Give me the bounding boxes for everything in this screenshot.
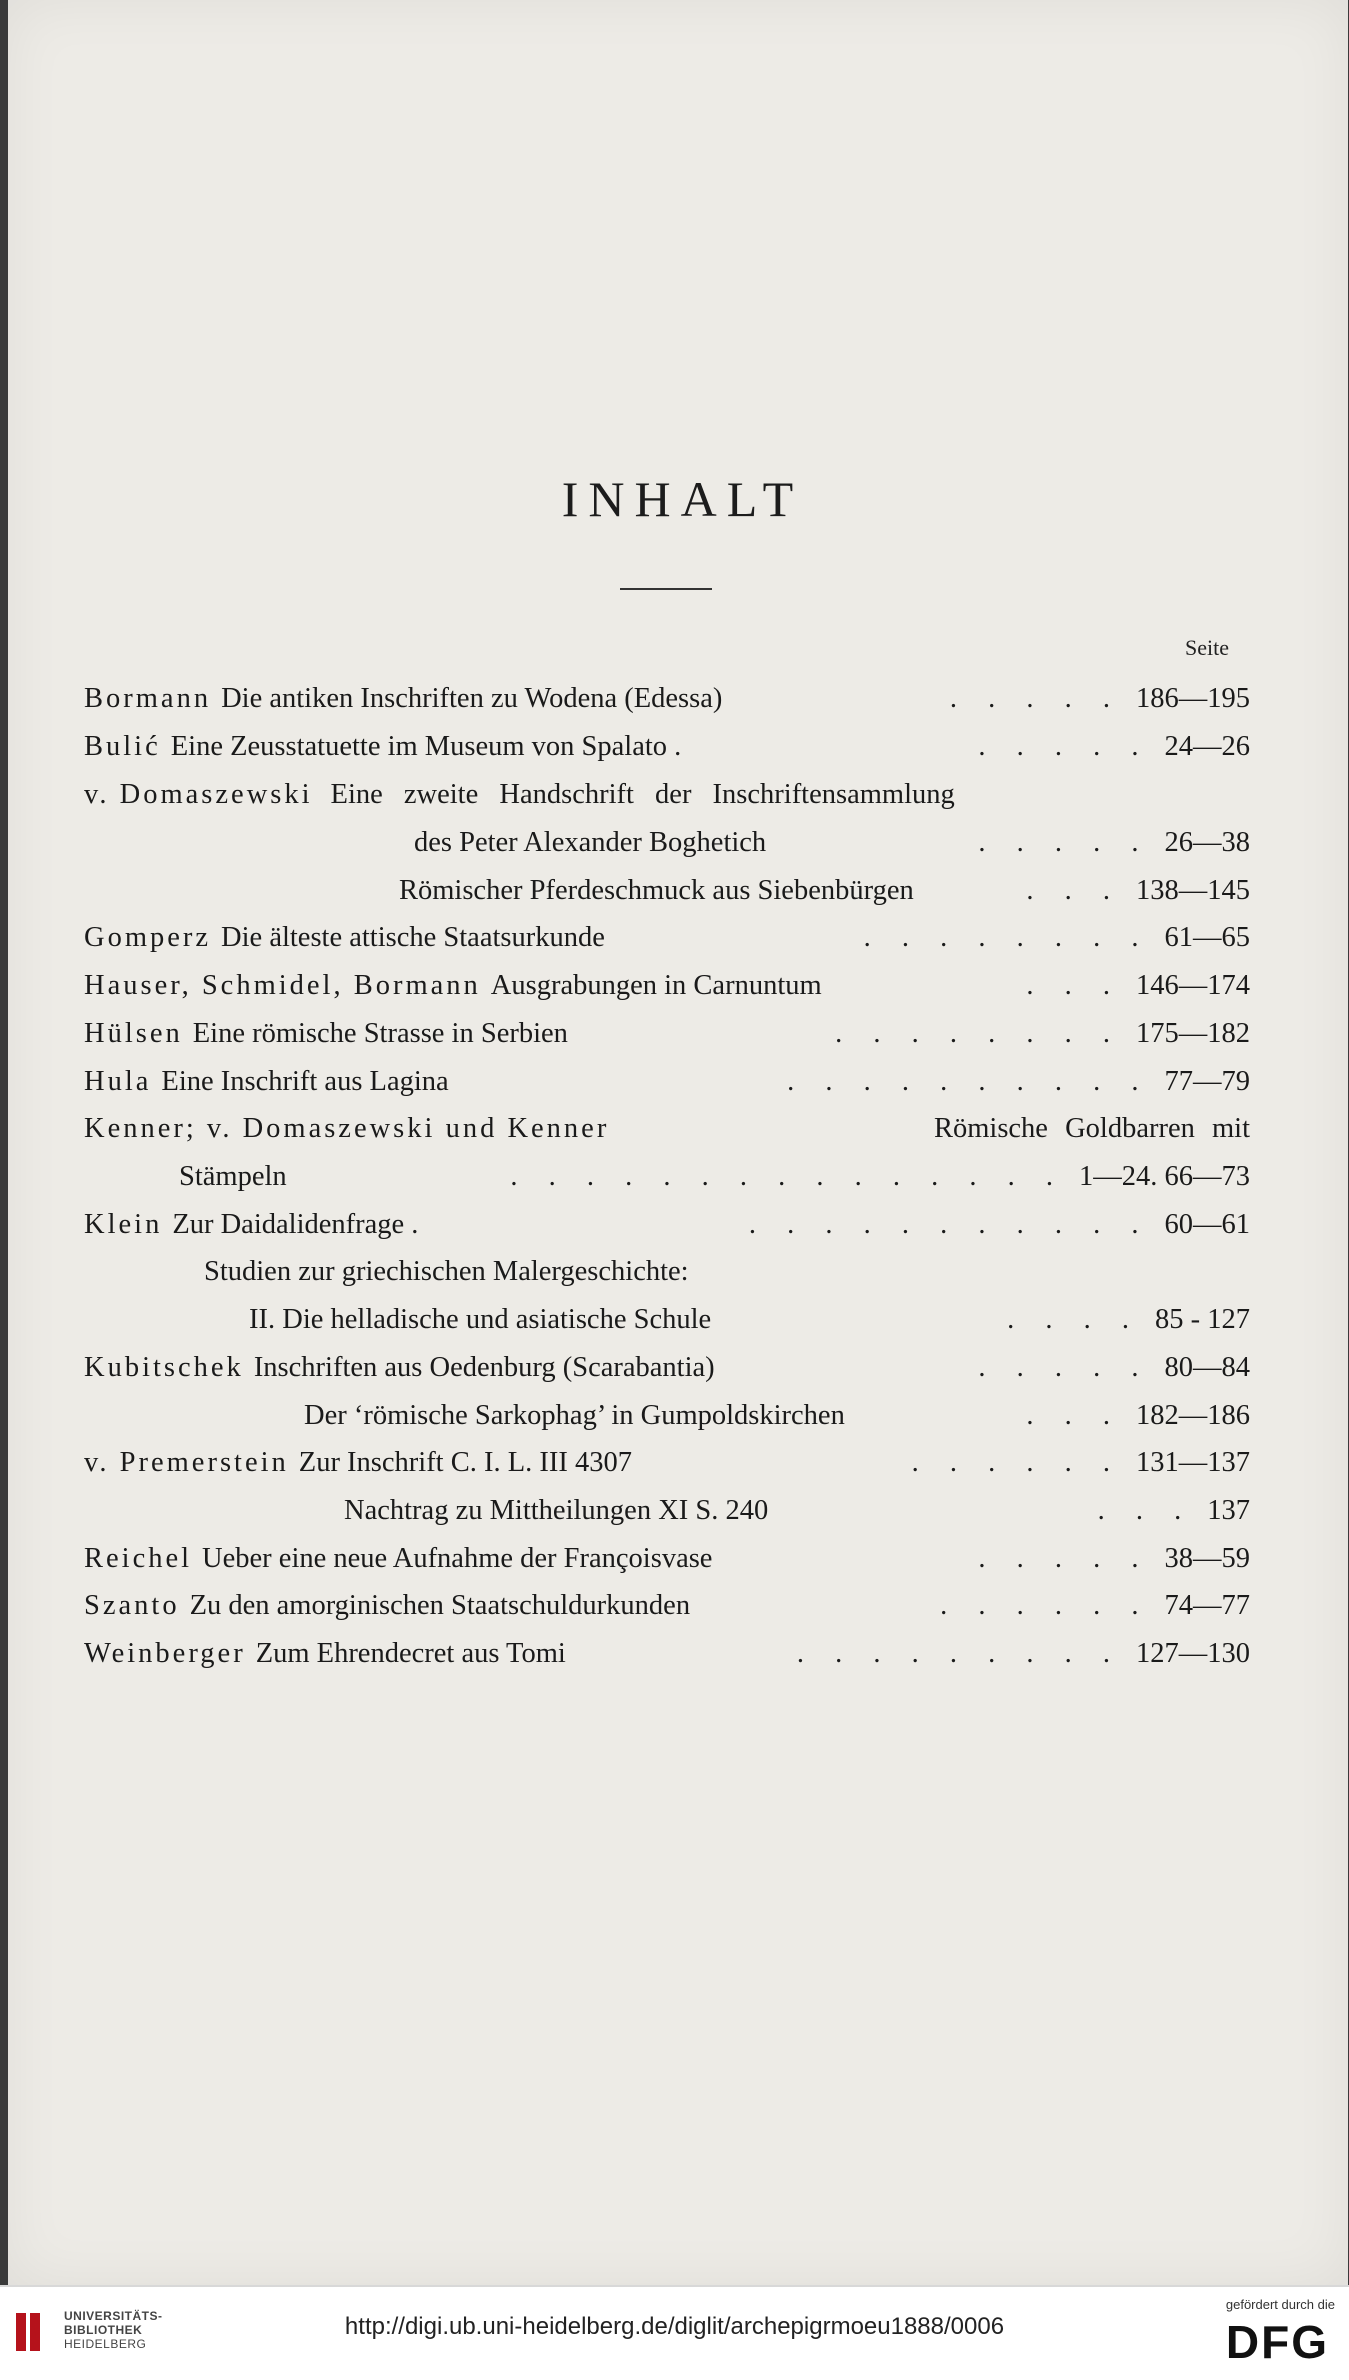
toc-title: Der ‘römische Sarkophag’ in Gumpoldskirchen [304, 1400, 845, 1431]
page-title: INHALT [561, 471, 804, 527]
toc-title: Eine Inschrift aus Lagina [161, 1066, 449, 1097]
toc-leader: . . . . . . . . . [796, 1638, 1122, 1669]
toc-title: Eine römische Strasse in Serbien [192, 1018, 568, 1049]
toc-entry [84, 1543, 1250, 1587]
dfg-logo: DFG [1225, 2316, 1329, 2368]
toc-leader: . . . . . [978, 1543, 1151, 1574]
toc-entry [84, 1352, 1250, 1396]
toc-title: Die antiken Inschriften zu Wodena (Edessa) [221, 683, 723, 714]
toc-title: Römische Goldbarren mit [933, 1113, 1250, 1144]
toc-author: Kubitschek [84, 1352, 244, 1383]
toc-author: v. Premerstein [84, 1447, 289, 1478]
toc-leader: . . . . . . . . [863, 922, 1151, 953]
toc-leader: . . . . . . [940, 1590, 1151, 1621]
toc-author: Szanto [84, 1590, 180, 1621]
toc-pages: 146—174 [1136, 970, 1250, 1001]
logo-text-line1: UNIVERSITÄTS- [64, 2309, 163, 2323]
toc-title: Stämpeln [179, 1161, 287, 1192]
toc-entry [84, 1066, 1250, 1110]
toc-pages: 186—195 [1136, 683, 1250, 714]
toc-author: Reichel [84, 1543, 193, 1574]
permalink-url[interactable]: http://digi.ub.uni-heidelberg.de/diglit/archepigrmoeu1888/0006 [344, 2313, 1005, 2340]
title-rule [620, 588, 712, 590]
toc-entry [84, 1447, 1250, 1491]
toc-title: II. Die helladische und asiatische Schule [249, 1304, 712, 1335]
toc-author: Kenner; v. Domaszewski und Kenner [84, 1113, 610, 1144]
toc-title: Eine zweite Handschrift der Inschriftensammlung [330, 779, 955, 810]
toc-title: Ueber eine neue Aufnahme der Françoisvase [202, 1543, 713, 1574]
toc-entry [344, 1495, 1250, 1539]
toc-entry [414, 827, 1250, 871]
toc-title: Studien zur griechischen Malergeschichte: [204, 1256, 689, 1287]
toc-pages: 175—182 [1136, 1018, 1250, 1049]
toc-pages: 137 [1207, 1495, 1250, 1526]
toc-entry [84, 731, 1250, 775]
toc-title: Zum Ehrendecret aus Tomi [255, 1638, 566, 1669]
toc-entry [304, 1400, 1250, 1444]
toc-pages: 80—84 [1164, 1352, 1250, 1383]
toc-entry [84, 970, 1250, 1014]
toc-author: Hülsen [84, 1018, 183, 1049]
toc-pages: 60—61 [1164, 1209, 1250, 1240]
toc-pages: 127—130 [1136, 1638, 1250, 1669]
toc-entry [84, 1113, 1250, 1157]
toc-pages: 138—145 [1136, 875, 1250, 906]
toc-author: Bormann [84, 683, 212, 714]
toc-title: des Peter Alexander Boghetich [414, 827, 767, 858]
toc-title: Zur Inschrift C. I. L. III 4307 [298, 1447, 632, 1478]
toc-leader: . . . [1026, 970, 1122, 1001]
toc-entry [249, 1304, 1250, 1348]
logo-text-line3: HEIDELBERG [64, 2337, 147, 2351]
toc-pages: 26—38 [1164, 827, 1250, 858]
toc-title: Eine Zeusstatuette im Museum von Spalato . [170, 731, 682, 762]
toc-entry [84, 1018, 1250, 1062]
viewer-footer [0, 2285, 1349, 2380]
toc-pages: 182—186 [1136, 1400, 1250, 1431]
toc-author: Gomperz [84, 922, 212, 953]
seite-column-header: Seite [1185, 635, 1229, 660]
toc-author: Hula [84, 1066, 152, 1097]
toc-leader: . . . . . . . . . . . [748, 1209, 1151, 1240]
toc-entry [84, 1209, 1250, 1253]
toc-title: Nachtrag zu Mittheilungen XI S. 240 [344, 1495, 769, 1526]
toc-author: v. Domaszewski [84, 779, 313, 810]
toc-leader: . . . [1026, 1400, 1122, 1431]
toc-title: Die älteste attische Staatsurkunde [221, 922, 605, 953]
toc-title: Inschriften aus Oedenburg (Scarabantia) [253, 1352, 715, 1383]
toc-entry [84, 922, 1250, 966]
toc-leader: . . . . . [978, 1352, 1151, 1383]
toc-pages: 131—137 [1136, 1447, 1250, 1478]
toc-pages: 24—26 [1164, 731, 1250, 762]
toc-author: Klein [84, 1209, 163, 1240]
toc-entry [204, 1256, 1250, 1300]
toc-title: Zur Daidalidenfrage . [172, 1209, 419, 1240]
toc-author: Bulić [84, 731, 161, 762]
toc-entry [84, 1638, 1250, 1682]
toc-pages: 74—77 [1164, 1590, 1250, 1621]
toc-leader: . . . . . [978, 827, 1151, 858]
logo-text-line2: BIBLIOTHEK [64, 2323, 143, 2337]
toc-leader: . . . . . . . . [835, 1018, 1122, 1049]
toc-title: Ausgrabungen in Carnuntum [490, 970, 822, 1001]
toc-leader: . . . . [1007, 1304, 1141, 1335]
toc-leader: . . . [1097, 1495, 1194, 1526]
toc-leader: . . . . . . [911, 1447, 1122, 1478]
toc-pages: 77—79 [1164, 1066, 1250, 1097]
toc-leader: . . . . . . . . . . . . . . . [510, 1161, 1065, 1192]
toc-entry [84, 779, 1250, 823]
funding-note: gefördert durch die [1225, 2297, 1335, 2312]
toc-title: Zu den amorginischen Staatschuldurkunden [189, 1590, 691, 1621]
toc-leader: . . . [1026, 875, 1122, 906]
toc-entry [84, 1590, 1250, 1634]
toc-pages: 85 - 127 [1155, 1304, 1250, 1335]
toc-entry [179, 1161, 1250, 1205]
toc-leader: . . . . . [978, 731, 1151, 762]
toc-author: Weinberger [84, 1638, 246, 1669]
toc-entry [84, 683, 1250, 727]
toc-pages: 38—59 [1164, 1543, 1250, 1574]
toc-leader: . . . . . [949, 683, 1122, 714]
toc-author: Hauser, Schmidel, Bormann [84, 970, 481, 1001]
toc-entry [399, 875, 1250, 919]
toc-pages: 61—65 [1164, 922, 1250, 953]
scanned-page [8, 0, 1348, 2285]
toc-title: Römischer Pferdeschmuck aus Siebenbürgen [399, 875, 914, 906]
toc-pages: 1—24. 66—73 [1079, 1161, 1250, 1192]
toc-leader: . . . . . . . . . . [787, 1066, 1151, 1097]
